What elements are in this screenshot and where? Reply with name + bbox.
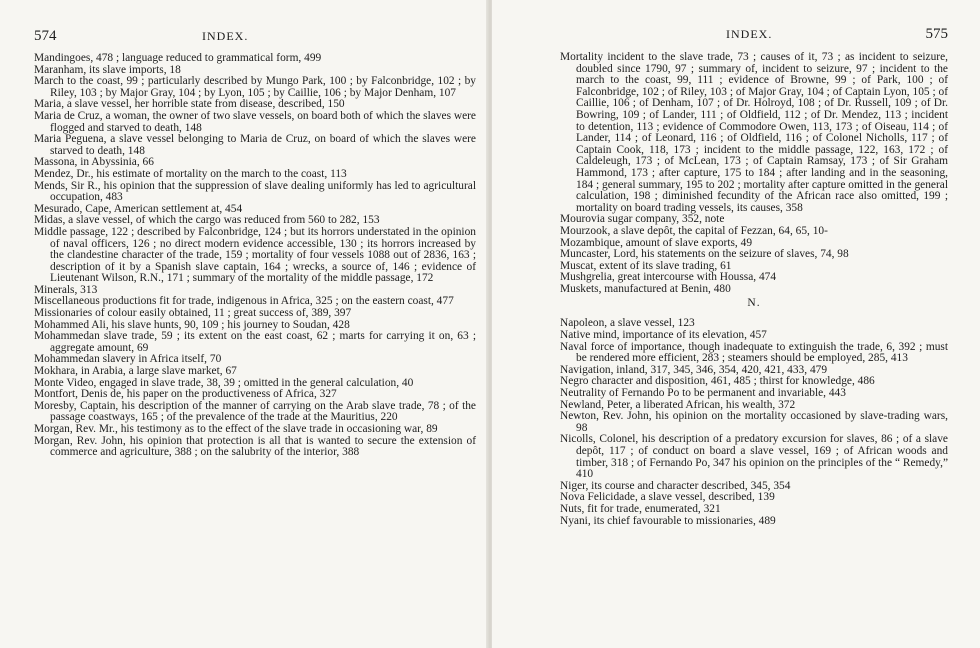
index-entry: Mourovia sugar company, 352, note xyxy=(560,213,725,226)
index-entry: Mandingoes, 478 ; language reduced to grammatical form, 499 xyxy=(34,52,322,64)
index-entry: Newland, Peter, a liberated African, his wealth, 372 xyxy=(560,398,796,411)
right-page-number: 575 xyxy=(925,26,948,42)
index-entry: Minerals, 313 xyxy=(34,283,98,296)
left-page xyxy=(0,0,488,648)
index-entry: Muskets, manufactured at Benin, 480 xyxy=(560,282,731,295)
index-entry: Mohammedan slave trade, 59 ; its extent on the east coast, 62 ; marts for carrying it on, 63 ; aggregate amount, 69 xyxy=(34,330,476,354)
index-entry: Mokhara, in Arabia, a large slave market, 67 xyxy=(34,365,237,378)
index-entry: Maria, a slave vessel, her horrible state from disease, described, 150 xyxy=(34,98,345,111)
index-entry: Mesurado, Cape, American settlement at, 454 xyxy=(34,202,243,215)
index-entry: Nova Felicidade, a slave vessel, described, 139 xyxy=(560,491,775,504)
index-entry: Montfort, Denis de, his paper on the productiveness of Africa, 327 xyxy=(34,388,337,401)
index-entry: Maranham, its slave imports, 18 xyxy=(34,63,181,76)
index-entry: Nicolls, Colonel, his description of a predatory excursion for slaves, 86 ; of a slave depôt, 117 ; of conduct on board a slave vessel, 169 ; of African woods and timber, 318 ; of Fernando Po, 347 his opinion on the principles of the “ Remedy,” 410 xyxy=(560,433,948,481)
left-running-head xyxy=(34,28,476,46)
index-entry: Moresby, Captain, his description of the manner of carrying on the Arab slave trade, 78 ; of the passage coastways, 165 ; of the prevalence of the trade at the Mauritius, 220 xyxy=(34,399,476,424)
index-entry: Mortality incident to the slave trade, 73 ; causes of it, 73 ; as incident to seizure, doubled since 1790, 97 ; summary of, incident to seizure, 97 ; incident to the march to the coast, 99, 111 ; evidence of Browne, 99 ; of Park, 100 ; of Falconbridge, 102 ; of Riley, 103 ; of Major Gray, 104 ; of Captain Lyon, 105 ; of Caillie, 106 ; of Denham, 107 ; of Dr. Holroyd, 108 ; of Dr. Russell, 109 ; of Dr. Bowring, 109 ; of Lander, 111 ; of Oldfield, 112 ; of Dr. Mendez, 113 ; incident to detention, 113 ; evidence of Commodore Owen, 113, 173 ; of Oiseau, 114 ; of Lander, 114 ; of Leonard, 116 ; of Oldfield, 116 ; of Colonel Nicholls, 117 ; of Captain Cook, 118, 173 ; incident to the middle passage, 122, 163, 172 ; of Caldeleugh, 173 ; of McLean, 173 ; of Captain Ramsay, 173 ; of Sir Graham Hammond, 173 ; after capture, 175 to 184 ; after landing and in the seasoning, 184 ; general summary, 195 to 202 ; mortality after capture omitted in the general calculation, 198 ; diminished fecundity of the African race also omitted, 199 ; mortality on board trading vessels, its causes, 358 xyxy=(560,51,948,214)
right-index-entries-n xyxy=(560,318,948,527)
index-entry: Mushgrelia, great intercourse with Houssa, 474 xyxy=(560,271,777,284)
left-running-title: INDEX. xyxy=(202,29,249,43)
right-index-entries-m xyxy=(560,52,948,295)
index-entry: Morgan, Rev. Mr., his testimony as to the effect of the slave trade in occasioning war, 89 xyxy=(34,423,438,435)
index-entry: Maria de Cruz, a woman, the owner of two slave vessels, on board both of which the slaves were flogged and starved to death, 148 xyxy=(34,109,476,134)
index-entry: Muncaster, Lord, his statements on the seizure of slaves, 74, 98 xyxy=(560,248,849,261)
index-entry: Mends, Sir R., his opinion that the suppression of slave dealing uniformly has led to agricultural occupation, 483 xyxy=(34,179,476,204)
right-page xyxy=(492,0,980,648)
index-entry: Missionaries of colour easily obtained, 11 ; great success of, 389, 397 xyxy=(34,307,352,320)
index-entry: Muscat, extent of its slave trading, 61 xyxy=(560,259,732,272)
index-entry: Naval force of importance, though inadequate to extinguish the trade, 6, 392 ; must be rendered more efficient, 283 ; steamers should be employed, 285, 413 xyxy=(560,340,948,365)
index-entry: Massona, in Abyssinia, 66 xyxy=(34,156,154,169)
left-page-number: 574 xyxy=(34,28,57,44)
right-running-head xyxy=(560,26,948,44)
right-running-title: INDEX. xyxy=(726,27,773,41)
index-entry: Native mind, importance of its elevation, 457 xyxy=(560,329,767,342)
index-entry: Mohammedan slavery in Africa itself, 70 xyxy=(34,353,222,366)
index-entry: Nuts, fit for trade, enumerated, 321 xyxy=(560,502,721,515)
index-entry: Monte Video, engaged in slave trade, 38, 39 ; omitted in the general calculation, 40 xyxy=(34,376,414,389)
index-entry: Niger, its course and character described, 345, 354 xyxy=(560,479,791,492)
index-entry: Navigation, inland, 317, 345, 346, 354, 420, 421, 433, 479 xyxy=(560,363,828,376)
index-entry: March to the coast, 99 ; particularly described by Mungo Park, 100 ; by Falconbridge, 102 ; by Riley, 103 ; by Major Gray, 104 ; by Lyon, 105 ; by Caillie, 106 ; by Major Denham, 107 xyxy=(34,75,476,99)
index-entry: Morgan, Rev. John, his opinion that protection is all that is wanted to secure the extension of commerce and agriculture, 388 ; on the salubrity of the interior, 388 xyxy=(34,434,476,459)
index-entry: Negro character and disposition, 461, 485 ; thirst for knowledge, 486 xyxy=(560,375,875,388)
index-entry: Mendez, Dr., his estimate of mortality on the march to the coast, 113 xyxy=(34,167,347,180)
index-entry: Mourzook, a slave depôt, the capital of Fezzan, 64, 65, 10- xyxy=(560,224,828,237)
index-entry: Newton, Rev. John, his opinion on the mortality occasioned by slave-trading wars, 98 xyxy=(560,410,948,434)
index-entry: Nyani, its chief favourable to missionaries, 489 xyxy=(560,514,776,527)
index-entry: Mohammed Ali, his slave hunts, 90, 109 ; his journey to Soudan, 428 xyxy=(34,318,350,331)
index-entry: Mozambique, amount of slave exports, 49 xyxy=(560,236,753,249)
index-entry: Neutrality of Fernando Po to be permanent and invariable, 443 xyxy=(560,387,846,400)
index-entry: Miscellaneous productions fit for trade, indigenous in Africa, 325 ; on the eastern coast, 477 xyxy=(34,295,454,308)
left-index-entries xyxy=(34,53,476,459)
index-entry: Midas, a slave vessel, of which the cargo was reduced from 560 to 282, 153 xyxy=(34,214,380,227)
index-entry: Maria Peguena, a slave vessel belonging to Maria de Cruz, on board of which the slaves were starved to death, 148 xyxy=(34,133,476,157)
index-entry: Middle passage, 122 ; described by Falconbridge, 124 ; but its horrors understated in the opinion of naval officers, 126 ; no direct modern evidence accessible, 130 ; its horrors increased by the clandestine character of the trade, 159 ; mortality of four vessels 1088 out of 2836, 163 ; description of it by a Spanish slave captain, 164 ; wrecks, a source of, 146 ; evidence of Lieutenant Wilson, R.N., 171 ; summary of the mortality of the middle passage, 172 xyxy=(34,225,476,285)
index-entry: Napoleon, a slave vessel, 123 xyxy=(560,317,695,330)
section-letter-n: N. xyxy=(747,297,761,310)
